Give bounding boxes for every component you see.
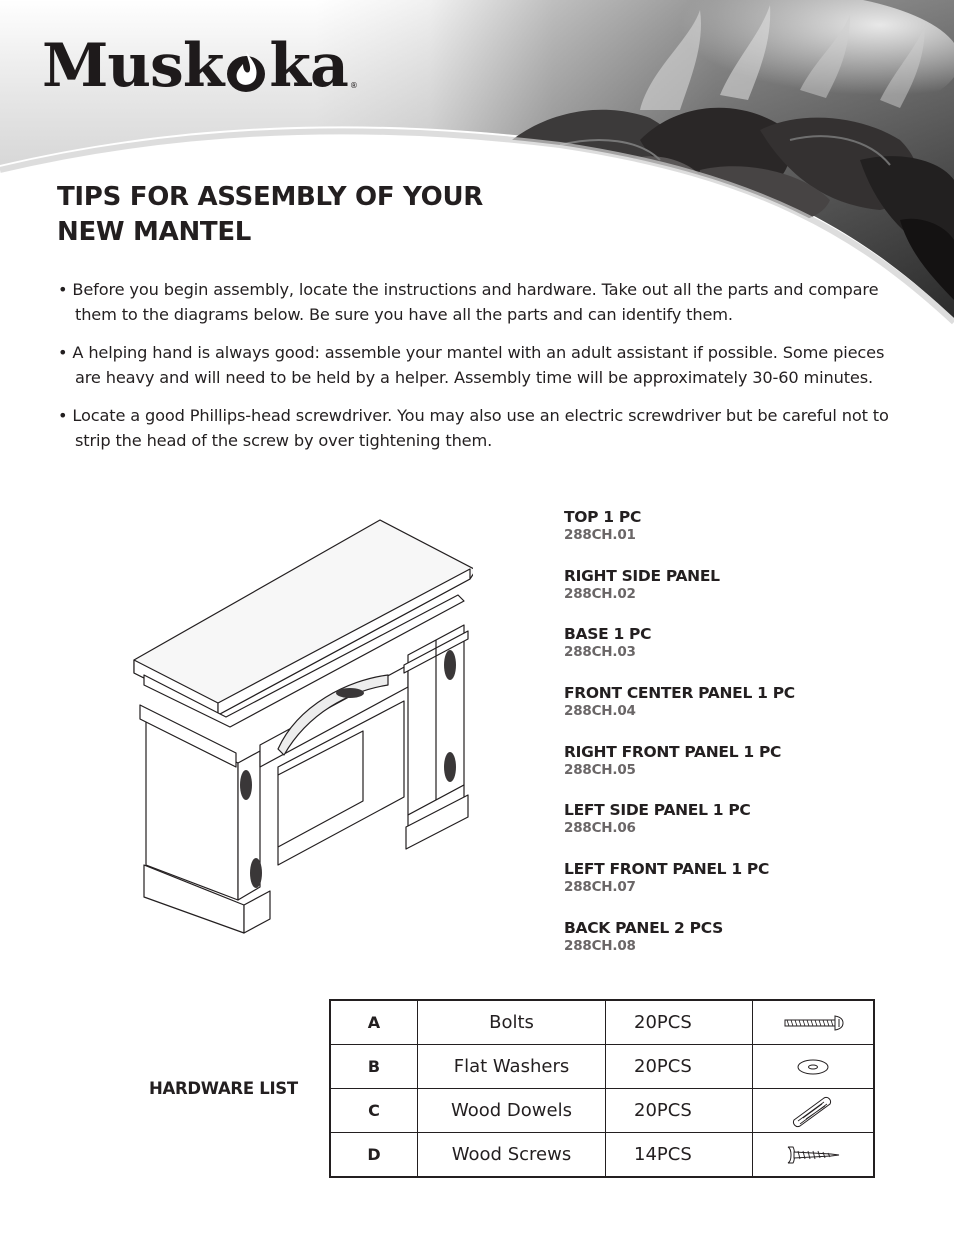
- list-item: [564, 625, 944, 684]
- hardware-list-label: HARDWARE LIST: [149, 1079, 298, 1098]
- hardware-name: Bolts: [418, 1000, 606, 1045]
- hardware-qty: 20PCS: [606, 1000, 753, 1045]
- list-item: [564, 919, 944, 978]
- hardware-name: Wood Screws: [418, 1133, 606, 1178]
- part-name: TOP 1 PC: [564, 508, 642, 526]
- hardware-qty: 14PCS: [606, 1133, 753, 1178]
- logo-text-suffix: ka: [269, 31, 348, 101]
- part-code: 288CH.03: [564, 644, 636, 661]
- table-row: [330, 1000, 874, 1045]
- hardware-qty: 20PCS: [606, 1089, 753, 1133]
- screw-icon: [785, 1144, 841, 1166]
- part-name: BASE 1 PC: [564, 625, 652, 644]
- hardware-letter: D: [330, 1133, 418, 1178]
- list-item: [564, 801, 944, 860]
- tip-item: • Before you begin assembly, locate the instructions and hardware. Take out all the parts and compare them to the diagrams below. Be sure you have all the parts and can identify them.: [58, 280, 879, 324]
- table-row: [330, 1133, 874, 1178]
- hardware-icon-cell: [753, 1045, 875, 1089]
- flame-logo-icon: [224, 44, 268, 94]
- washer-icon: [795, 1058, 831, 1076]
- mantel-diagram: [118, 505, 473, 945]
- hardware-letter: C: [330, 1089, 418, 1133]
- part-code: 288CH.08: [564, 937, 636, 954]
- tip-item: • Locate a good Phillips-head screwdriver. You may also use an electric screwdriver but be careful not to strip the head of the screw by over tightening them.: [58, 406, 889, 450]
- parts-list: [564, 508, 944, 978]
- table-row: [330, 1089, 874, 1133]
- hardware-name: Wood Dowels: [418, 1089, 606, 1133]
- part-name: RIGHT SIDE PANEL: [564, 566, 720, 585]
- tip-item: • A helping hand is always good: assemble your mantel with an adult assistant if possible. Some pieces are heavy and will need to be held by a helper. Assembly time will be approximately 30-60 minutes.: [58, 343, 885, 387]
- hardware-name: Flat Washers: [418, 1045, 606, 1089]
- hardware-table: [329, 999, 875, 1178]
- part-code: 288CH.06: [564, 820, 636, 837]
- list-item: [564, 860, 944, 919]
- part-name: FRONT CENTER PANEL 1 PC: [564, 684, 795, 703]
- hardware-qty: 20PCS: [606, 1045, 753, 1089]
- hardware-letter: B: [330, 1045, 418, 1089]
- brand-logo: [42, 26, 357, 101]
- bolt-icon: [781, 1014, 845, 1032]
- list-item: [564, 684, 944, 743]
- part-name: BACK PANEL 2 PCS: [564, 918, 723, 937]
- part-code: 288CH.02: [564, 585, 636, 602]
- part-code: 288CH.04: [564, 703, 636, 720]
- list-item: [564, 567, 944, 626]
- part-name: LEFT SIDE PANEL 1 PC: [564, 801, 751, 820]
- part-code: 288CH.07: [564, 879, 636, 896]
- logo-text-prefix: Musk: [42, 31, 224, 101]
- assembly-tips: [58, 278, 908, 467]
- part-code: 288CH.01: [564, 527, 636, 543]
- list-item: [564, 743, 944, 802]
- part-code: 288CH.05: [564, 761, 636, 778]
- list-item: [564, 508, 944, 567]
- hardware-icon-cell: [753, 1000, 875, 1045]
- part-name: LEFT FRONT PANEL 1 PC: [564, 860, 770, 879]
- registered-mark: ®: [349, 81, 357, 90]
- hardware-letter: A: [330, 1000, 418, 1045]
- hardware-icon-cell: [753, 1089, 875, 1133]
- table-row: [330, 1045, 874, 1089]
- page-title: TIPS FOR ASSEMBLY OF YOUR NEW MANTEL: [57, 182, 483, 247]
- dowel-icon: [790, 1094, 836, 1128]
- part-name: RIGHT FRONT PANEL 1 PC: [564, 742, 782, 761]
- hardware-icon-cell: [753, 1133, 875, 1178]
